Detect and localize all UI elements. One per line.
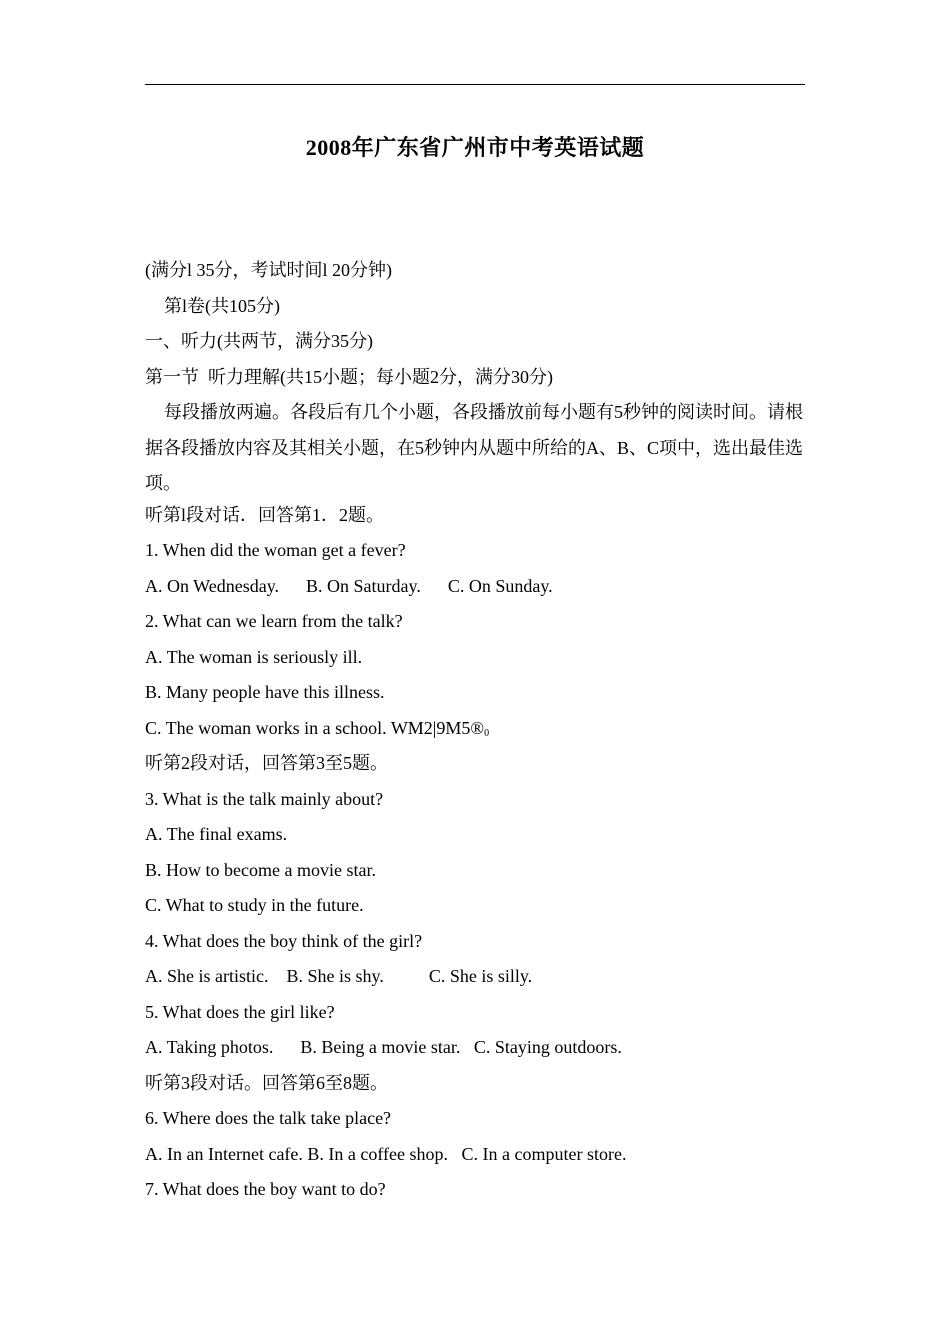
question-2-option-b: B. Many people have this illness.	[145, 682, 385, 702]
question-2: 2. What can we learn from the talk?	[145, 611, 403, 631]
question-5-options: A. Taking photos. B. Being a movie star. C. Staying outdoors.	[145, 1037, 622, 1057]
document-title: 2008年广东省广州市中考英语试题	[305, 135, 645, 160]
question-3: 3. What is the talk mainly about?	[145, 788, 384, 809]
dialogue-3-heading: 听第3段对话。回答第6至8题。	[145, 1072, 388, 1093]
volume-heading: 第l卷(共105分)	[164, 295, 280, 316]
header-rule	[145, 84, 805, 85]
question-3-option-a: A. The final exams.	[145, 824, 288, 844]
question-1-options: A. On Wednesday. B. On Saturday. C. On Sunday.	[145, 575, 553, 596]
subsection-heading: 第一节 听力理解(共15小题；每小题2分，满分30分)	[145, 366, 553, 387]
instructions-paragraph	[145, 395, 810, 502]
dialogue-1-heading: 听第l段对话．回答第1．2题。	[145, 504, 384, 525]
question-7: 7. What does the boy want to do?	[145, 1179, 386, 1199]
score-time-note: (满分l 35分，考试时间l 20分钟)	[145, 260, 392, 280]
question-3-option-b: B. How to become a movie star.	[145, 859, 376, 880]
question-4-options: A. She is artistic. B. She is shy. C. She is silly.	[145, 966, 533, 986]
question-2-option-c	[145, 714, 810, 750]
document-body	[145, 256, 810, 1211]
question-1: 1. When did the woman get a fever?	[145, 540, 406, 560]
question-2-option-a: A. The woman is seriously ill.	[145, 646, 363, 667]
question-4: 4. What does the boy think of the girl?	[145, 930, 423, 951]
option-c-text: C. The woman works in a school. WM2|9M5®	[145, 717, 485, 738]
question-5: 5. What does the girl like?	[145, 1001, 335, 1022]
question-6: 6. Where does the talk take place?	[145, 1108, 392, 1128]
question-6-options: A. In an Internet cafe. B. In a coffee shop. C. In a computer store.	[145, 1143, 627, 1164]
option-c-subscript: 0	[484, 727, 490, 739]
section-heading-listening: 一、听力(共两节，满分35分)	[145, 331, 373, 351]
question-3-option-c: C. What to study in the future.	[145, 895, 364, 915]
dialogue-2-heading: 听第2段对话，回答第3至5题。	[145, 753, 388, 773]
instructions-text: 每段播放两遍。各段后有几个小题，各段播放前每小题有5秒钟的阅读时间。请根据各段播放内容及其相关小题，在5秒钟内从题中所给的A、B、C项中，选出最佳选项。	[145, 402, 804, 493]
